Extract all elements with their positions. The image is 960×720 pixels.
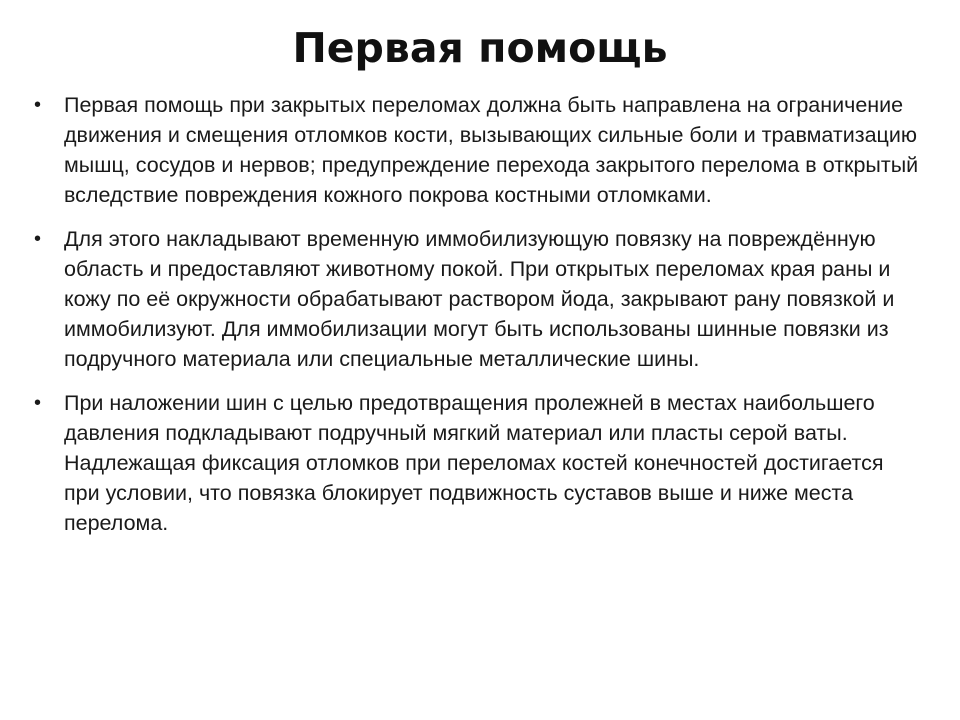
bullet-dot-icon: • [34,228,42,250]
bullet-item [34,224,922,374]
bullet-item [34,388,922,538]
bullet-text: При наложении шин с целью предотвращения пролежней в местах наибольшего давления подкладывают подручный мягкий материал или пласты серой ваты. Надлежащая фиксация отломков при переломах костей конечностей достигается при условии, что повязка блокирует подвижность суставов выше и ниже места перелома. [64,391,884,535]
bullet-item [34,90,922,210]
bullet-text: Для этого накладывают временную иммобилизующую повязку на повреждённую область и предоставляют животному покой. При открытых переломах края раны и кожу по её окружности обрабатывают раствором йода, закрывают рану повязкой и иммобилизуют. Для иммобилизации могут быть использованы шинные повязки из подручного материала или специальные металлические шины. [64,227,895,371]
bullet-list [34,90,922,552]
bullet-text: Первая помощь при закрытых переломах должна быть направлена на ограничение движения и смещения отломков кости, вызывающих сильные боли и травматизацию мышц, сосудов и нервов; предупреждение перехода закрытого перелома в открытый вследствие повреждения кожного покрова костными отломками. [64,93,919,207]
bullet-dot-icon: • [34,94,42,116]
bullet-dot-icon: • [34,392,42,414]
slide-title: Первая помощь [292,24,668,72]
